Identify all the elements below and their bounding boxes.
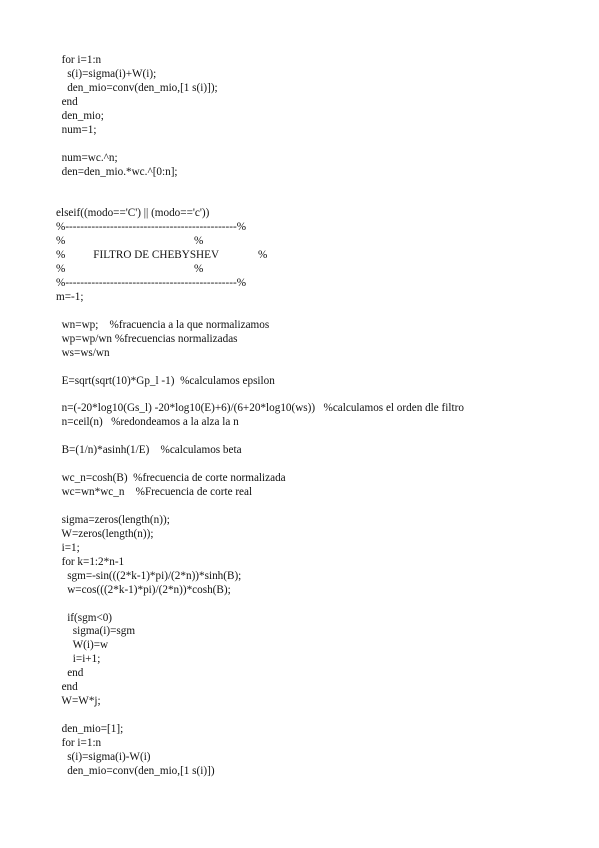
- code-line: num=1;: [56, 123, 97, 136]
- code-line: %----------------------------------------------%: [56, 277, 247, 289]
- code-line: n=(-20*log10(Gs_l) -20*log10(E)+6)/(6+20*log10(ws)) %calculamos el orden dle filtro: [56, 402, 464, 415]
- code-line: den_mio=conv(den_mio,[1 s(i)]): [56, 764, 215, 777]
- code-line: for i=1:n: [56, 54, 102, 66]
- code-line: %----------------------------------------------%: [56, 221, 247, 234]
- code-line: [56, 430, 464, 444]
- code-line: end: [56, 667, 84, 680]
- code-line: [56, 389, 464, 403]
- code-line: wn=wp; %fracuencia a la que normalizamos: [56, 318, 270, 331]
- code-line: s(i)=sigma(i)-W(i): [56, 750, 151, 763]
- code-line: ws=ws/wn: [56, 346, 110, 359]
- code-line: elseif((modo=='C') || (modo=='c')): [56, 207, 210, 220]
- code-line: % %: [56, 263, 204, 276]
- code-line: [56, 138, 464, 152]
- code-line: if(sgm<0): [56, 611, 113, 624]
- code-line: sgm=-sin(((2*k-1)*pi)/(2*n))*sinh(B);: [56, 569, 242, 582]
- code-line: den=den_mio.*wc.^[0:n];: [56, 165, 178, 178]
- code-line: [56, 305, 464, 319]
- code-line: B=(1/n)*asinh(1/E) %calculamos beta: [56, 444, 242, 457]
- code-line: end: [56, 95, 78, 108]
- code-line: sigma(i)=sgm: [56, 625, 136, 638]
- code-line: den_mio=conv(den_mio,[1 s(i)]);: [56, 81, 218, 94]
- code-line: E=sqrt(sqrt(10)*Gp_l -1) %calculamos epsilon: [56, 374, 275, 387]
- code-line: den_mio;: [56, 109, 104, 122]
- code-listing: [56, 54, 464, 779]
- code-line: num=wc.^n;: [56, 151, 118, 164]
- code-line: [56, 179, 464, 193]
- code-line: i=1;: [56, 541, 80, 554]
- code-line: [56, 361, 464, 375]
- code-line: s(i)=sigma(i)+W(i);: [56, 67, 157, 80]
- code-line: n=ceil(n) %redondeamos a la alza la n: [56, 416, 239, 429]
- code-line: % %: [56, 235, 204, 248]
- code-line: % FILTRO DE CHEBYSHEV %: [56, 249, 268, 262]
- code-line: end: [56, 681, 78, 694]
- code-line: wc_n=cosh(B) %frecuencia de corte normalizada: [56, 472, 286, 485]
- code-line: w=cos(((2*k-1)*pi)/(2*n))*cosh(B);: [56, 583, 231, 596]
- code-line: for i=1:n: [56, 736, 102, 749]
- code-line: for k=1:2*n-1: [56, 555, 125, 568]
- code-line: W=zeros(length(n));: [56, 527, 154, 540]
- code-line: [56, 709, 464, 723]
- code-line: [56, 500, 464, 514]
- code-line: m=-1;: [56, 290, 84, 303]
- code-line: [56, 193, 464, 207]
- code-line: sigma=zeros(length(n));: [56, 513, 170, 526]
- code-line: wc=wn*wc_n %Frecuencia de corte real: [56, 486, 253, 499]
- code-line: wp=wp/wn %frecuencias normalizadas: [56, 332, 238, 345]
- code-line: W(i)=w: [56, 639, 109, 652]
- code-line: den_mio=[1];: [56, 723, 124, 735]
- code-line: W=W*j;: [56, 695, 101, 708]
- code-line: i=i+1;: [56, 653, 101, 666]
- code-line: [56, 458, 464, 472]
- code-line: [56, 598, 464, 612]
